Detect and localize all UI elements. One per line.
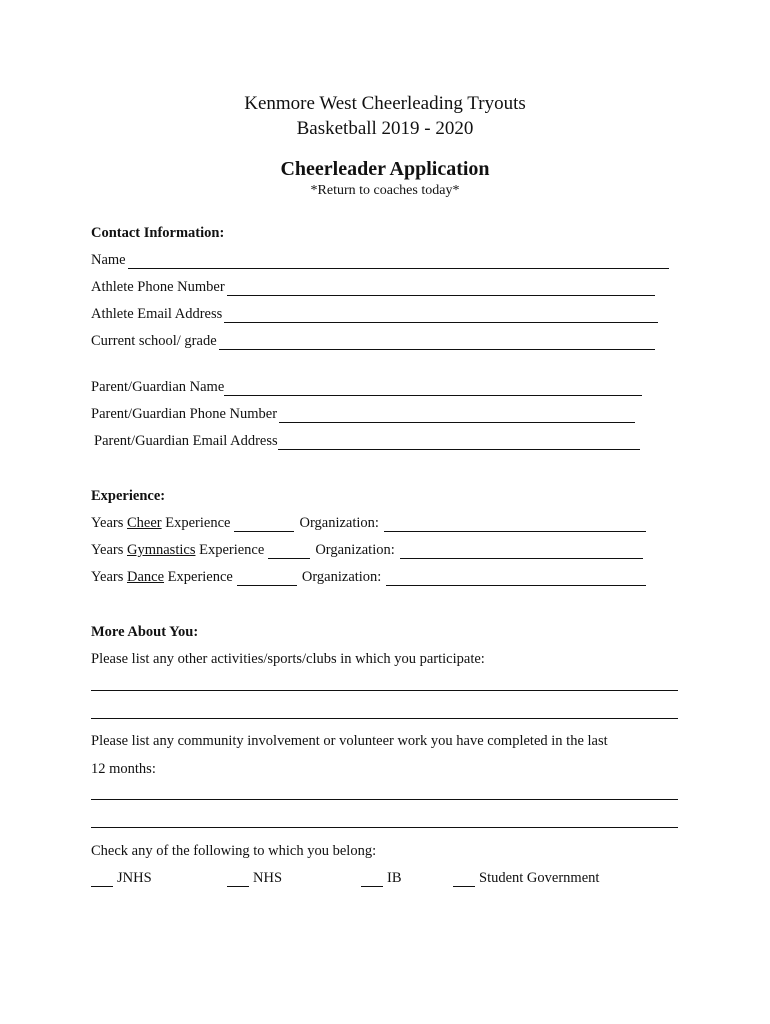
parent-phone-row bbox=[91, 401, 635, 423]
nhs-checkbox-blank[interactable] bbox=[227, 871, 249, 887]
cheer-experience-row bbox=[91, 510, 646, 532]
organization-label: Organization: bbox=[315, 542, 395, 558]
community-prompt-line-2: 12 months: bbox=[91, 761, 156, 777]
student-government-checkbox-blank[interactable] bbox=[453, 871, 475, 887]
name-label: Name bbox=[91, 252, 126, 268]
jnhs-label: JNHS bbox=[117, 870, 152, 886]
athlete-email-field[interactable] bbox=[224, 307, 658, 323]
experience-label: Experience bbox=[167, 569, 233, 585]
option-student-government bbox=[453, 865, 599, 887]
athlete-email-row bbox=[91, 301, 658, 323]
name-row bbox=[91, 247, 669, 269]
nhs-label: NHS bbox=[253, 870, 283, 886]
ib-label: IB bbox=[387, 870, 402, 886]
experience-label: Experience bbox=[165, 515, 231, 531]
parent-phone-label: Parent/Guardian Phone Number bbox=[91, 406, 278, 422]
athlete-phone-label: Athlete Phone Number bbox=[91, 279, 225, 295]
jnhs-checkbox-blank[interactable] bbox=[91, 871, 113, 887]
ib-checkbox-blank[interactable] bbox=[361, 871, 383, 887]
activities-answer-line-1[interactable] bbox=[91, 690, 678, 691]
membership-prompt: Check any of the following to which you belong: bbox=[91, 843, 377, 859]
gymnastics-years-field[interactable] bbox=[268, 543, 310, 559]
name-field[interactable] bbox=[128, 253, 669, 269]
school-grade-row bbox=[91, 328, 655, 350]
form-header-season: Basketball 2019 - 2020 bbox=[296, 118, 474, 139]
form-return-note: *Return to coaches today* bbox=[310, 183, 460, 198]
option-nhs bbox=[227, 865, 282, 887]
parent-email-row bbox=[94, 428, 640, 450]
more-about-heading: More About You: bbox=[91, 624, 199, 640]
dance-label: Dance bbox=[127, 569, 165, 585]
school-grade-label: Current school/ grade bbox=[91, 333, 217, 349]
years-label: Years bbox=[91, 569, 124, 585]
community-answer-line-1[interactable] bbox=[91, 799, 678, 800]
parent-phone-field[interactable] bbox=[279, 407, 635, 423]
parent-name-label: Parent/Guardian Name bbox=[91, 379, 225, 395]
cheer-label: Cheer bbox=[127, 515, 162, 531]
organization-label: Organization: bbox=[299, 515, 379, 531]
activities-prompt: Please list any other activities/sports/clubs in which you participate: bbox=[91, 651, 485, 667]
parent-name-row bbox=[91, 374, 642, 396]
athlete-phone-field[interactable] bbox=[227, 280, 655, 296]
option-ib bbox=[361, 865, 402, 887]
years-label: Years bbox=[91, 515, 124, 531]
gymnastics-experience-row bbox=[91, 537, 643, 559]
form-title: Cheerleader Application bbox=[280, 158, 490, 180]
school-grade-field[interactable] bbox=[219, 334, 655, 350]
athlete-email-label: Athlete Email Address bbox=[91, 306, 223, 322]
experience-heading: Experience: bbox=[91, 488, 166, 504]
option-jnhs bbox=[91, 865, 152, 887]
years-label: Years bbox=[91, 542, 124, 558]
cheer-organization-field[interactable] bbox=[384, 516, 646, 532]
dance-years-field[interactable] bbox=[237, 570, 297, 586]
dance-organization-field[interactable] bbox=[386, 570, 646, 586]
community-answer-line-2[interactable] bbox=[91, 827, 678, 828]
experience-label: Experience bbox=[199, 542, 265, 558]
activities-answer-line-2[interactable] bbox=[91, 718, 678, 719]
parent-email-label: Parent/Guardian Email Address bbox=[94, 433, 278, 449]
community-prompt-line-1: Please list any community involvement or volunteer work you have completed in the last bbox=[91, 733, 608, 749]
contact-heading: Contact Information: bbox=[91, 225, 225, 241]
organization-label: Organization: bbox=[301, 569, 382, 585]
athlete-phone-row bbox=[91, 274, 655, 296]
gymnastics-organization-field[interactable] bbox=[400, 543, 643, 559]
gymnastics-label: Gymnastics bbox=[127, 542, 196, 558]
student-government-label: Student Government bbox=[479, 870, 600, 886]
dance-experience-row bbox=[91, 564, 646, 586]
cheer-years-field[interactable] bbox=[234, 516, 294, 532]
form-header-title: Kenmore West Cheerleading Tryouts bbox=[244, 93, 526, 114]
parent-name-field[interactable] bbox=[224, 380, 642, 396]
parent-email-field[interactable] bbox=[278, 434, 640, 450]
